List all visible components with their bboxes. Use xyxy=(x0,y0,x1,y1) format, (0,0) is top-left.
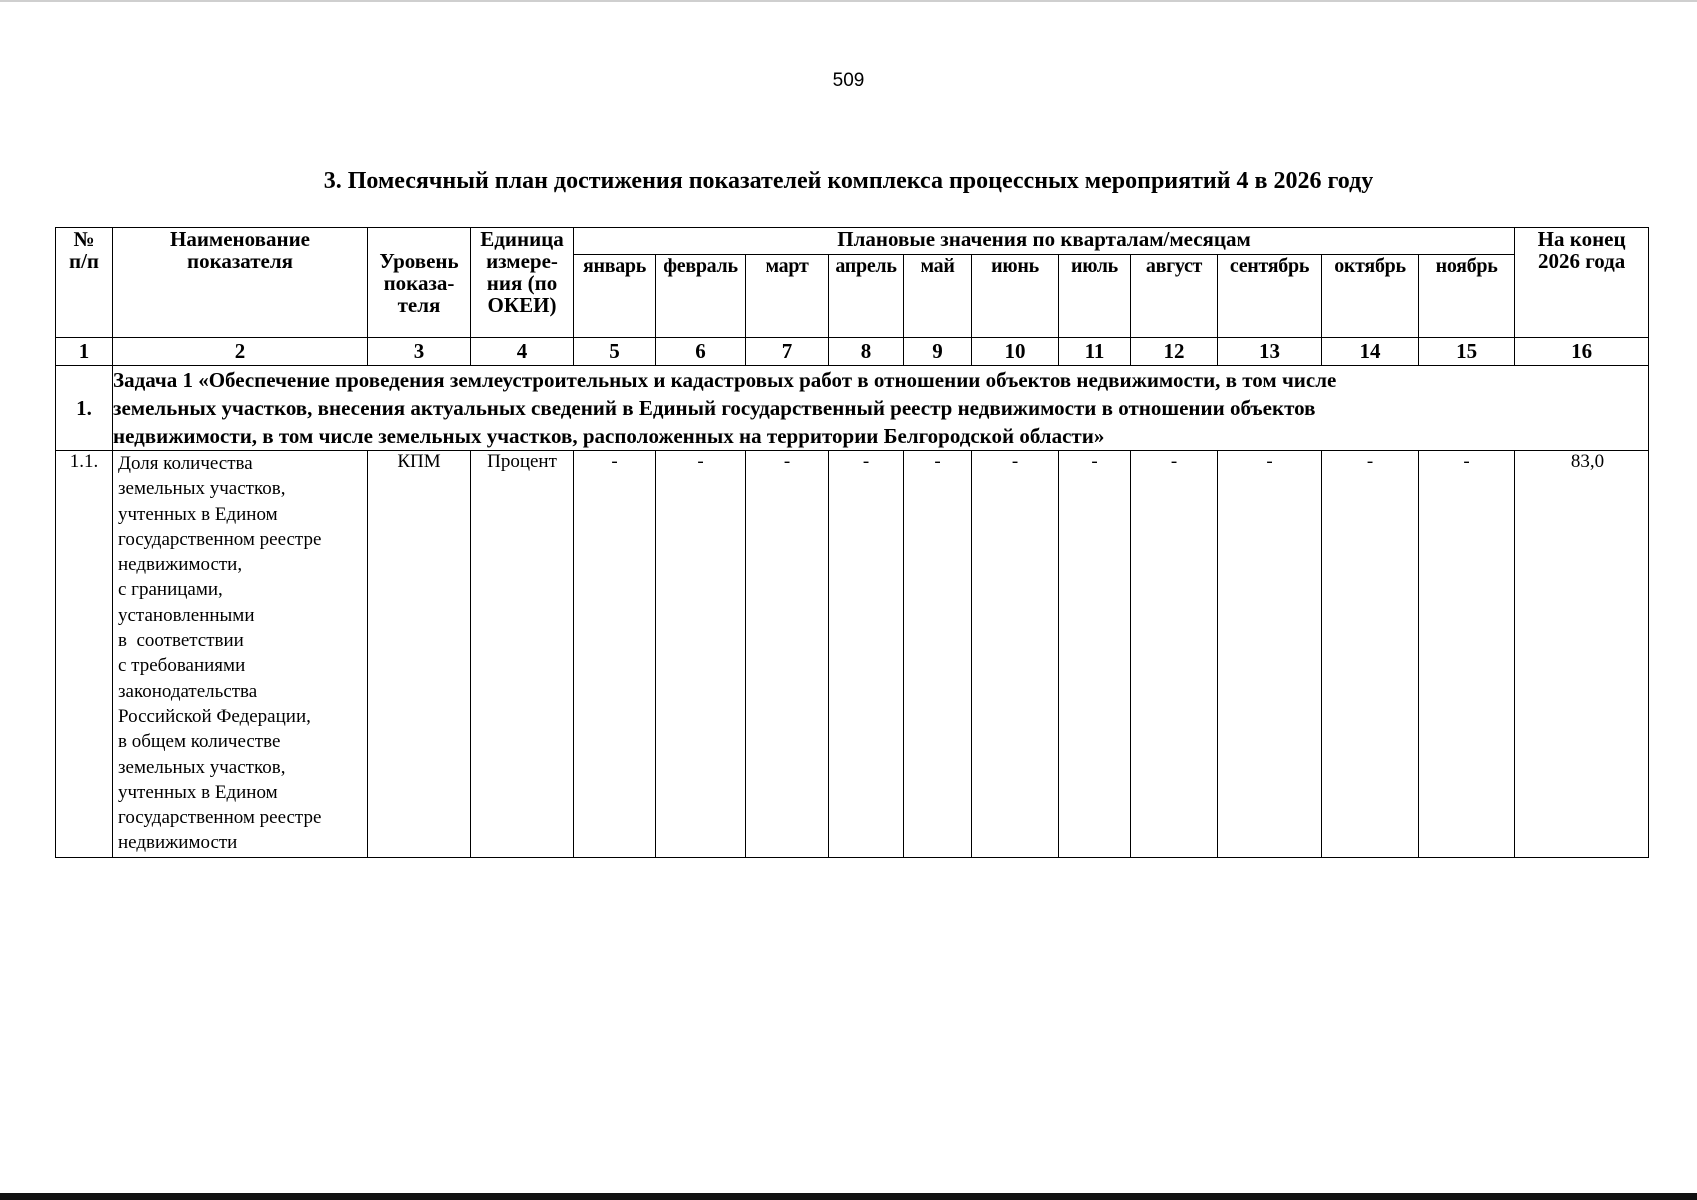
header-plan-group xyxy=(574,228,1515,255)
indicator-name-line: государственном реестре xyxy=(118,528,322,550)
column-number: 5 xyxy=(574,338,656,366)
indicator-name-line: в соответствии xyxy=(118,630,244,652)
column-number: 10 xyxy=(972,338,1059,366)
header-level-label: Уровень показа-теля xyxy=(379,248,459,317)
column-number: 14 xyxy=(1322,338,1419,366)
header-unit xyxy=(471,228,574,338)
header-year-end xyxy=(1515,228,1649,338)
column-number: 3 xyxy=(368,338,471,366)
task-number: 1. xyxy=(56,366,113,451)
column-number: 16 xyxy=(1515,338,1649,366)
indicator-name-line: земельных участков, xyxy=(118,756,286,778)
header-month-may: май xyxy=(904,255,972,338)
column-number: 2 xyxy=(113,338,368,366)
indicator-name-line: с границами, xyxy=(118,579,223,601)
indicator-name-line: недвижимости, xyxy=(118,554,243,576)
header-num xyxy=(56,228,113,338)
indicator-name-line: законодательства xyxy=(118,680,258,702)
header-month-mar: март xyxy=(746,255,829,338)
indicator-name-line: земельных участков, xyxy=(118,478,286,500)
indicator-level: КПМ xyxy=(368,451,471,858)
year-end-value: 83,0 xyxy=(1515,451,1649,858)
column-number: 8 xyxy=(829,338,904,366)
month-value-jul: - xyxy=(1059,451,1131,858)
header-month-feb: февраль xyxy=(656,255,746,338)
month-value-sep: - xyxy=(1218,451,1322,858)
month-value-may: - xyxy=(904,451,972,858)
header-name-label: Наименование показателя xyxy=(170,227,310,273)
header-month-jan: январь xyxy=(574,255,656,338)
month-value-oct: - xyxy=(1322,451,1419,858)
column-number: 6 xyxy=(656,338,746,366)
task-row xyxy=(56,366,1649,451)
header-year-end-label: На конец 2026 года xyxy=(1537,227,1626,273)
header-num-label: № п/п xyxy=(68,227,100,273)
column-number: 7 xyxy=(746,338,829,366)
top-scan-edge xyxy=(0,0,1697,2)
header-name xyxy=(113,228,368,338)
task-line: Задача 1 «Обеспечение проведения землеустроительных и кадастровых работ в отношении объектов недвижимости, в том числе xyxy=(113,368,1337,392)
indicator-name xyxy=(113,451,368,858)
column-number: 1 xyxy=(56,338,113,366)
month-value-feb: - xyxy=(656,451,746,858)
bottom-scan-edge xyxy=(0,1193,1697,1200)
indicator-name-line: Доля количества xyxy=(118,453,253,474)
column-number: 12 xyxy=(1131,338,1218,366)
header-month-aug: август xyxy=(1131,255,1218,338)
indicator-name-line: установленными xyxy=(118,604,255,626)
header-month-apr: апрель xyxy=(829,255,904,338)
column-number: 15 xyxy=(1419,338,1515,366)
indicator-name-line: учтенных в Едином xyxy=(118,781,278,803)
header-plan-group-label: Плановые значения по кварталам/месяцам xyxy=(837,227,1251,251)
task-description xyxy=(113,366,1649,451)
page-number: 509 xyxy=(832,70,865,91)
month-value-nov: - xyxy=(1419,451,1515,858)
column-number: 11 xyxy=(1059,338,1131,366)
header-month-jun: июнь xyxy=(972,255,1059,338)
month-value-mar: - xyxy=(746,451,829,858)
table-row xyxy=(56,451,1649,858)
task-line: недвижимости, в том числе земельных участков, расположенных на территории Белгородской области» xyxy=(113,424,1105,448)
header-unit-label: Единица измере-ния (по ОКЕИ) xyxy=(480,227,564,317)
column-number: 9 xyxy=(904,338,972,366)
month-value-jun: - xyxy=(972,451,1059,858)
row-number: 1.1. xyxy=(56,451,113,858)
indicator-name-line: в общем количестве xyxy=(118,731,281,753)
month-value-jan: - xyxy=(574,451,656,858)
indicator-name-line: с требованиями xyxy=(118,655,246,677)
month-value-aug: - xyxy=(1131,451,1218,858)
monthly-plan-table xyxy=(55,227,1649,858)
column-number-row xyxy=(56,338,1649,366)
month-value-apr: - xyxy=(829,451,904,858)
indicator-name-line: учтенных в Едином xyxy=(118,503,278,525)
header-month-sep: сентябрь xyxy=(1218,255,1322,338)
indicator-name-line: недвижимости xyxy=(118,832,238,854)
column-number: 4 xyxy=(471,338,574,366)
page-title: 3. Помесячный план достижения показателей комплекса процессных мероприятий 4 в 2026 году xyxy=(323,168,1374,194)
indicator-name-line: государственном реестре xyxy=(118,807,322,829)
header-month-oct: октябрь xyxy=(1322,255,1419,338)
header-month-jul: июль xyxy=(1059,255,1131,338)
header-level xyxy=(368,228,471,338)
indicator-name-line: Российской Федерации, xyxy=(118,705,311,727)
indicator-unit: Процент xyxy=(471,451,574,858)
task-line: земельных участков, внесения актуальных сведений в Единый государственный реестр недвижимости в отношении объектов xyxy=(113,396,1316,420)
column-number: 13 xyxy=(1218,338,1322,366)
header-month-nov: ноябрь xyxy=(1419,255,1515,338)
